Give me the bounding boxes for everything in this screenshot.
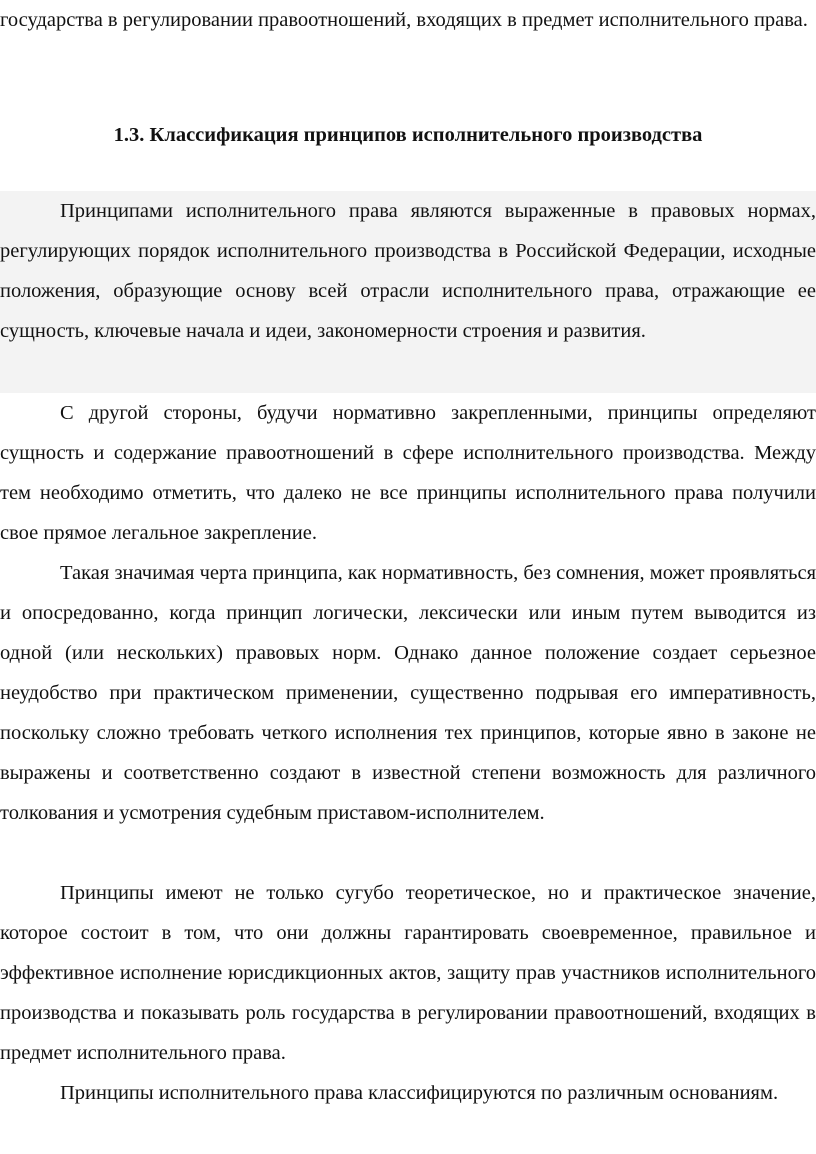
paragraph-practical-value: Принципы имеют не только сугубо теоретическое, но и практическое значение, которое состоит в том, что они должны гарантировать своевременное, правильное и эффективное исполнение юрисдикционных актов, защиту прав участников исполнительного производства и показывать роль государства в регулировании правоотношений, входящих в предмет исполнительного права.: [0, 882, 816, 1064]
paragraph-principles-definition: Принципами исполнительного права являются выраженные в правовых нормах, регулирующих порядок исполнительного производства в Российской Федерации, исходные положения, образующие основу всей отрасли исполнительного права, отражающие ее сущность, ключевые начала и идеи, закономерности строения и развития.: [0, 191, 816, 393]
section-heading: 1.3. Классификация принципов исполнительного производства: [113, 124, 703, 146]
paragraph-other-side: С другой стороны, будучи нормативно закрепленными, принципы определяют сущность и содержание правоотношений в сфере исполнительного производства. Между тем необходимо отметить, что далеко не все принципы исполнительного права получили свое прямое легальное закрепление.: [0, 402, 816, 544]
intro-continuation-paragraph: государства в регулировании правоотношений, входящих в предмет исполнительного права.: [0, 9, 808, 31]
paragraph-normativity: Такая значимая черта принципа, как нормативность, без сомнения, может проявляться и опосредованно, когда принцип логически, лексически или иным путем выводится из одной (или нескольких) правовых норм. Однако данное положение создает серьезное неудобство при практическом применении, существенно подрывая его императивность, поскольку сложно требовать четкого исполнения тех принципов, которые явно в законе не выражены и соответственно создают в известной степени возможность для различного толкования и усмотрения судебным приставом-исполнителем.: [0, 562, 816, 824]
paragraph-classification: Принципы исполнительного права классифицируются по различным основаниям.: [60, 1082, 779, 1104]
